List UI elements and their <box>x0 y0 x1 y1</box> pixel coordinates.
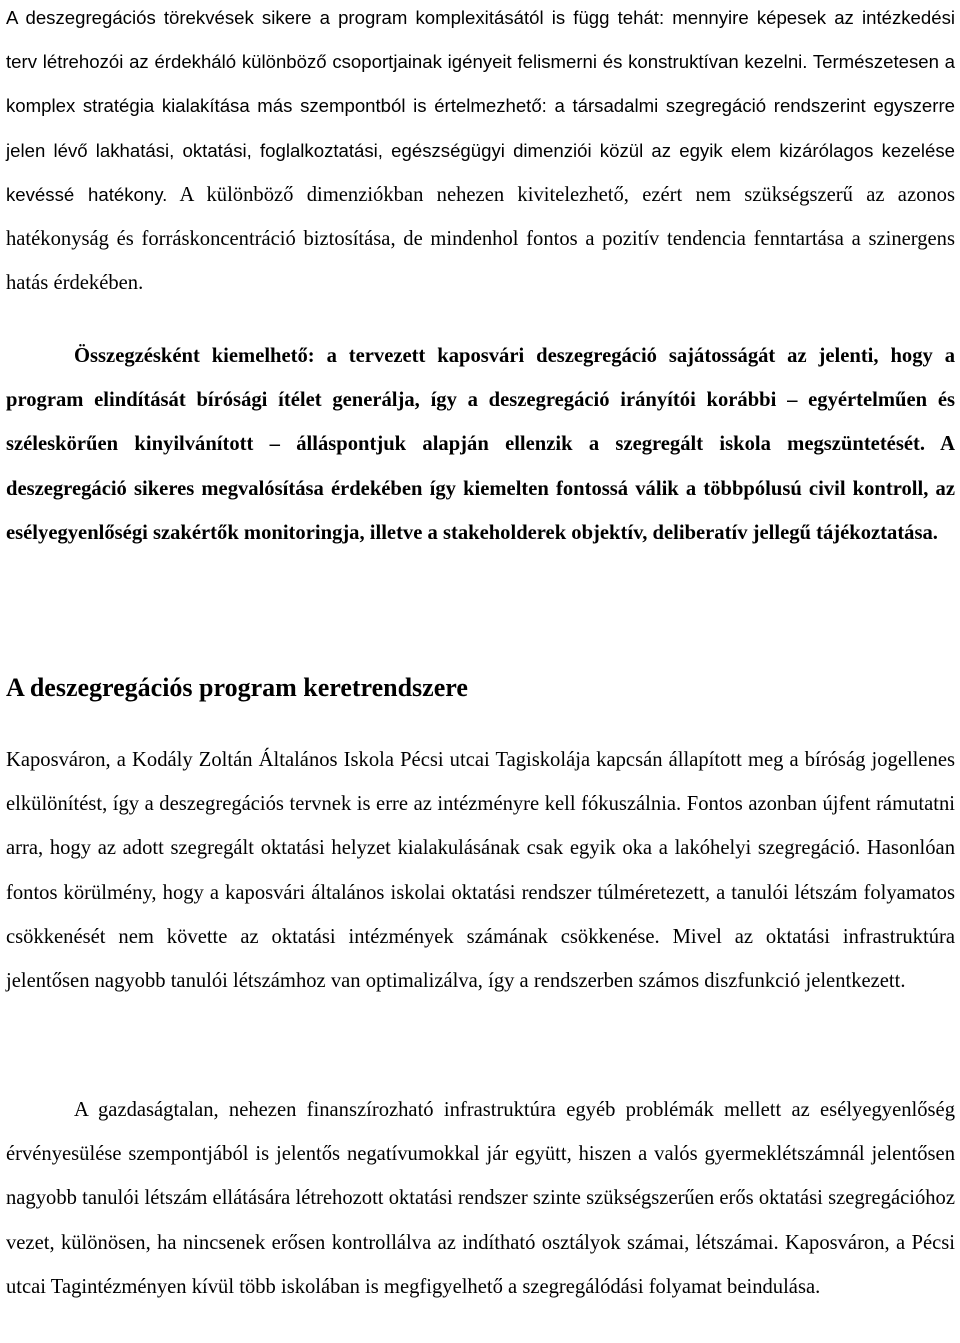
paragraph-framework-2: A gazdaságtalan, nehezen finanszírozható infrastruktúra egyéb problémák mellett az esélyegyenlőség érvényesülése szempontjából is jelentős negatívumokkal jár együtt, hiszen a valós gyermeklétszámnál jelentősen nagyobb tanulói létszám ellátására létrehozott oktatási rendszer szinte szükségszerűen erős oktatási szegregációhoz vezet, különösen, ha nincsenek erősen kontrollálva az indítható osztályok számai, létszámai. Kaposváron, a Pécsi utcai Tagintézményen kívül több iskolában is megfigyelhető a szegregálódási folyamat beindulása. <box>6 1099 955 1298</box>
section-heading: A deszegregációs program keretrendszere <box>6 673 468 702</box>
paragraph-summary: Összegzésként kiemelhető: a tervezett kaposvári deszegregáció sajátosságát az jelenti, hogy a program elindítását bírósági ítélet generálja, így a deszegregáció irányítói korábbi – egyértelműen és széleskörűen kinyilvánított – álláspontjuk alapján ellenzik a szegregált iskola megszüntetését. A deszegregáció sikeres megvalósítása érdekében így kiemelten fontossá válik a többpólusú civil kontroll, az esélyegyenlőségi szakértők monitoringja, illetve a stakeholderek objektív, deliberatív jellegű tájékoztatása. <box>6 345 955 544</box>
paragraph-intro <box>6 0 955 305</box>
paragraph-framework-1: Kaposváron, a Kodály Zoltán Általános Iskola Pécsi utcai Tagiskolája kapcsán állapított meg a bíróság jogellenes elkülönítést, így a deszegregációs tervnek is erre az intézményre kell fókuszálnia. Fontos azonban újfent rámutatni arra, hogy az adott szegregált oktatási helyzet kialakulásának csak egyik oka a lakóhelyi szegregáció. Hasonlóan fontos körülmény, hogy a kaposvári általános iskolai oktatási rendszer túlméretezett, a tanulói létszám folyamatos csökkenését nem követte az oktatási intézmények számának csökkenése. Mivel az oktatási infrastruktúra jelentősen nagyobb tanulói létszámhoz van optimalizálva, így a rendszerben számos diszfunkció jelentkezett. <box>6 749 955 993</box>
paragraph-intro-serif-text: A különböző dimenziókban nehezen kivitelezhető, ezért nem szükségszerű az azonos hatékonyság és forráskoncentráció biztosítása, de mindenhol fontos a pozitív tendencia fenntartása a szinergens hatás érdekében. <box>6 183 955 295</box>
paragraph-intro-sans-text: A deszegregációs törekvések sikere a program komplexitásától is függ tehát: mennyire képesek az intézkedési terv létrehozói az érdekháló különböző csoportjainak igényeit felismerni és konstruktívan kezelni. Természetesen a komplex stratégia kialakítása más szempontból is értelmezhető: a társadalmi szegregáció rendszerint egyszerre jelen lévő lakhatási, oktatási, foglalkoztatási, egészségügyi dimenziói közül az egyik elem kizárólagos kezelése kevéssé hatékony. <box>6 7 955 205</box>
